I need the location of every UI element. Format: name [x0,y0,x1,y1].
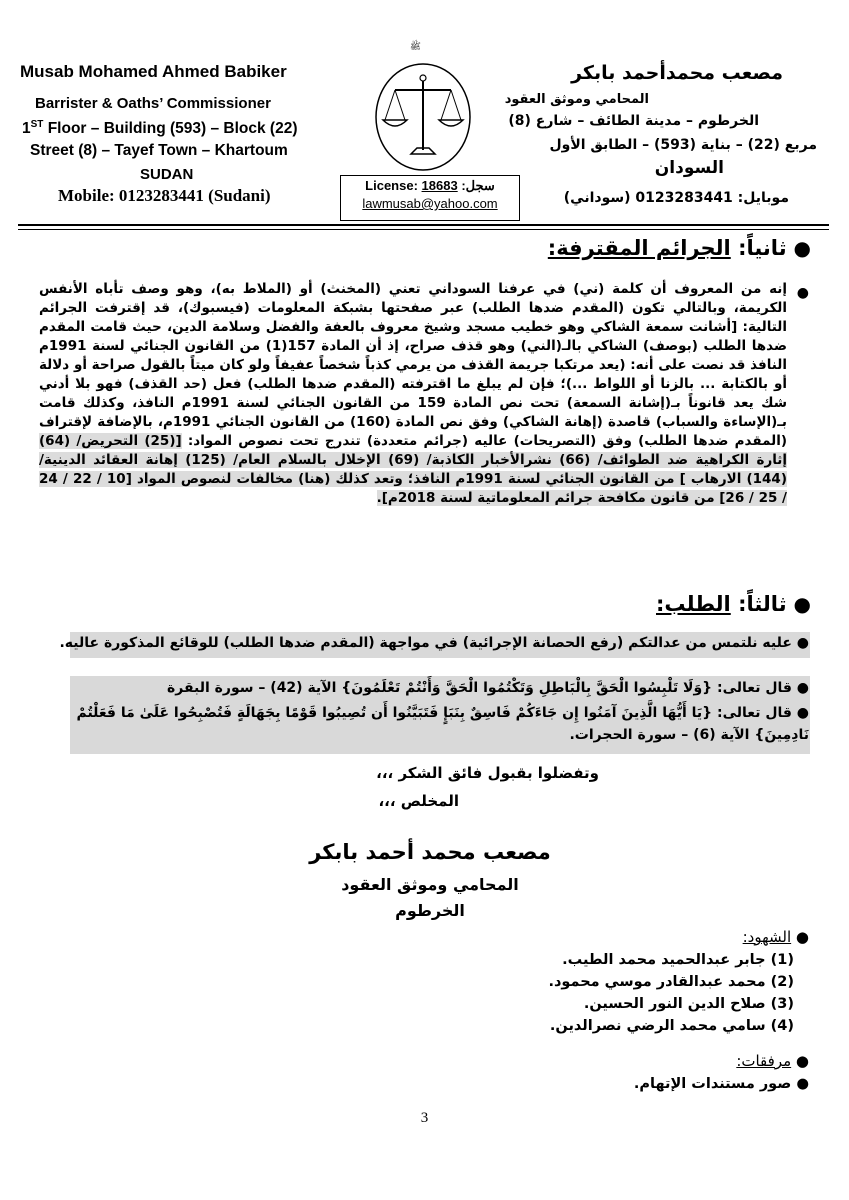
bullet-icon: ● [786,236,811,260]
bullet-icon: ● [791,705,809,721]
scales-of-justice-logo [373,62,473,172]
page-number: 3 [420,1110,429,1126]
lawyer-title-ar: المحامي وموثق العقود [504,92,649,107]
closing-sincerely: المخلص ،،، [378,792,459,810]
attachment-item: ● صور مستندات الإتهام. [633,1076,809,1092]
lawyer-name-ar: مصعب محمدأحمد بابكر [571,62,783,84]
crimes-paragraph: إنه من المعروف أن كلمة (ني) في عرفنا السوداني تعني (المخنث) أو (الملاط به)، وهو وصف تأباه الأنفس الكريمة، وبالتالي تكون (المقدم ضدها الطلب) عبر صفحتها بشبكة المعلومات (فيسبوك)، قد إقترفت الجرائم التالية: [أشانت سمعة الشاكي وهو خطيب مسجد وشيخ معروف بالعفة والفضل وسلامة الدين، حيث قامت المقدم ضدها الطلب (بوصف) الشاكي بالـ(الني) وهو قذف صراح، إذ أن المادة 157(1) من القانون الجنائي لسنة 1991م النافذ قد نصت على أنه: (يعد مرتكبا جريمة القذف من يرمي كذباً شخصاً عفيفاً ولو كان ميتاً بالقول صراحة أو دلالة أو بالكتابة ... بالزنا أو اللواط ...)؛ فإن لم يبلغ ما اقترفته (المقدم ضدها الطلب) فعل (حد القذف) فهو بلا أدني شك يعد قانوناً بـ(إشانة السمعة) تحت نص المادة 159 من القانون الجنائي لسنة 1991م النافذ، وكذلك قامت بـ(الإساءة والسباب) قاصدة (إهانة الشاكي) وفق نص المادة (160) من القانون الجنائي 1991م، بالإضافة لإقتراف (المقدم ضدها الطلب) وفق (التصريحات) عاليه (جرائم متعددة) تندرج تحت نصوص المواد: [(25) التحريض/ (64) إثارة الكراهية ضد الطوائف/ (66) نشرالأخبار الكاذبة/ (69) الإخلال بالسلام العام/ (125) إهانة العقائد الدينية/ (144) الارهاب ] من القانون الجنائي لسنة 1991م النافذ؛ وتعد كذلك (هنا) مخالفات لنصوص المواد [10 / 22 / 24 / 25 / 26] من قانون مكافحة جرائم المعلوماتية لسنة 2018م]. [39,281,787,506]
address-line2-ar: مربع (22) – بناية (593) – الطابق الأول [549,137,817,153]
bullet-icon: ● [791,1052,809,1070]
section-heading-request: ● ثالثاً: الطلب: [656,592,811,616]
bullet-icon: ● [791,928,809,946]
lawyer-title-en: Barrister & Oaths’ Commissioner [35,95,271,112]
license-label-ar: :سجل [461,178,495,193]
address-line1-en: 1ST Floor – Building (593) – Block (22) [22,119,298,138]
country-en: SUDAN [140,166,194,183]
license-box [340,175,520,221]
quran-verse-1: ● قال تعالى: {وَلَا تَلْبِسُوا الْحَقَّ بِالْبَاطِلِ وَتَكْتُمُوا الْحَقَّ وَأَنْتُمْ تَعْلَمُونَ} الآية (42) – سورة البقرة [166,680,809,696]
bullet-icon: ● [786,592,811,616]
closing-thanks: وتفضلوا بقبول فائق الشكر ،،، [376,764,599,782]
bullet-icon: ● [791,680,809,696]
witnesses-heading: ● الشهود: [742,928,809,946]
address-line1-ar: الخرطوم – مدينة الطائف – شارع (8) [508,113,759,129]
witness-item: (4) سامي محمد الرضي نصرالدين. [549,1018,794,1034]
mobile-ar: موبايل: 0123283441 (سوداني) [563,190,789,206]
address-line2-en: Street (8) – Tayef Town – Khartoum [30,142,288,159]
signature-title: المحامي وموثق العقود [341,875,519,894]
signature-name: مصعب محمد أحمد بابكر [309,840,551,864]
witness-item: (2) محمد عبدالقادر موسي محمود. [548,974,794,990]
quran-verse-2: ● قال تعالى: {يَا أَيُّهَا الَّذِينَ آمَنُوا إِن جَاءَكُمْ فَاسِقٌ بِنَبَإٍ فَتَبَيَّنُوا أَن تُصِيبُوا قَوْمًا بِجَهَالَةٍ فَتُصْبِحُوا عَلَىٰ مَا فَعَلْتُمْ نَادِمِينَ} الآية (6) – سورة الحجرات. [76,705,809,743]
witness-item: (3) صلاح الدين النور الحسين. [583,996,794,1012]
email-address: lawmusab@yahoo.com [362,196,498,211]
witness-item: (1) جابر عبدالحميد محمد الطيب. [562,952,794,968]
license-label: License: [365,178,418,193]
bullet-icon: ● [796,285,809,301]
bullet-icon: ● [791,1076,809,1092]
license-number: 18683 [421,178,458,193]
highlighted-articles: [(25) التحريض/ (64) إثارة الكراهية ضد الطوائف/ (66) نشرالأخبار الكاذبة/ (69) الإخلال بالسلام العام/ (125) إهانة العقائد الدينية/ (144) الارهاب ] من القانون الجنائي لسنة 1991م النافذ؛ وتعد كذلك (هنا) مخالفات لنصوص المواد [10 / 22 / 24 / 25 / 26] من قانون مكافحة جرائم المعلوماتية لسنة 2018م]. [39,433,787,506]
section-heading-crimes: ● ثانياً: الجرائم المقترفة: [547,236,811,260]
bullet-icon: ● [791,635,809,651]
signature-city: الخرطوم [395,901,465,920]
mobile-en: Mobile: 0123283441 (Sudani) [58,186,271,205]
country-ar: السودان [654,158,724,178]
header-divider-thin [18,229,829,230]
lawyer-name-en: Musab Mohamed Ahmed Babiker [20,62,287,81]
request-line: ● عليه نلتمس من عدالتكم (رفع الحصانة الإجرائية) في مواجهة (المقدم ضدها الطلب) للوقائع المذكورة عاليه. [59,635,809,651]
basmala-mark: ﷺ [410,42,421,52]
header-divider [18,224,829,226]
attachments-heading: ● مرفقات: [736,1052,809,1070]
